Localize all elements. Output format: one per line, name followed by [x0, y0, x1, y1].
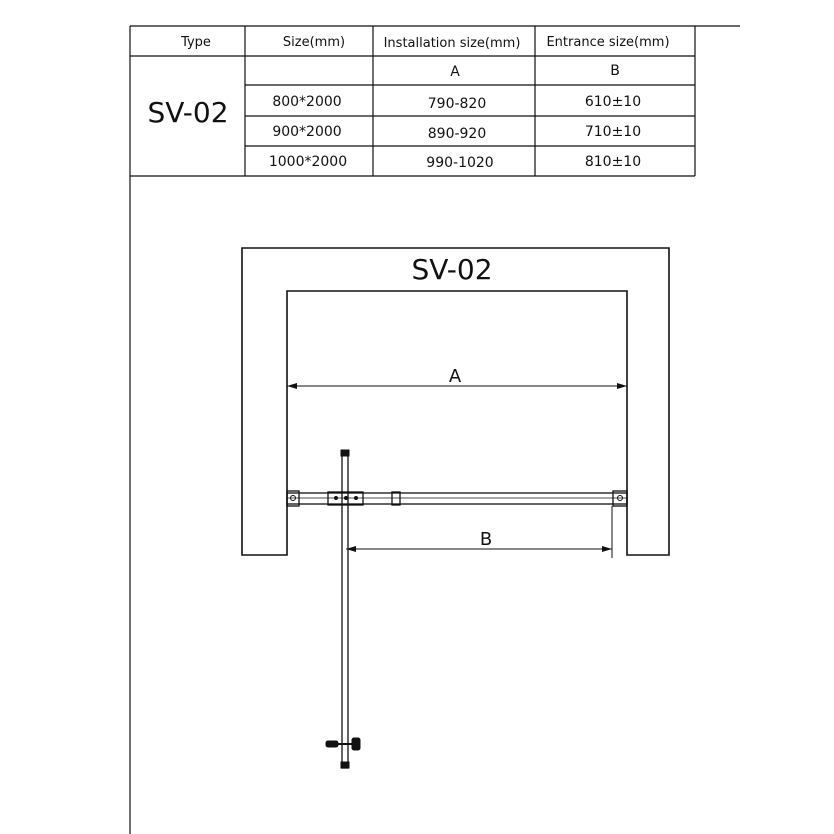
alcove-wall-outline — [242, 248, 669, 555]
drawing-title: SV-02 — [411, 253, 493, 286]
row3-installation: 990-1020 — [426, 155, 494, 171]
dimension-b-label: B — [479, 529, 493, 550]
row1-size: 800*2000 — [272, 94, 342, 110]
row1-installation: 790-820 — [427, 96, 487, 112]
dimension-a-label: A — [448, 366, 462, 387]
row2-entrance: 710±10 — [584, 124, 642, 140]
roller-screw-1 — [335, 497, 338, 500]
rail-body — [287, 493, 627, 504]
dimension-b-arrow-right — [602, 546, 612, 552]
door-stopper — [392, 492, 400, 505]
header-entrance-size: Entrance size(mm) — [546, 35, 670, 50]
subheader-b: B — [610, 63, 620, 79]
header-type: Type — [181, 35, 211, 50]
subheader-a: A — [450, 64, 460, 80]
roller-screw-2 — [345, 497, 348, 500]
door-top-cap — [341, 450, 349, 456]
row2-size: 900*2000 — [272, 124, 342, 140]
roller-screw-3 — [355, 497, 358, 500]
wall-outline — [242, 248, 669, 555]
sliding-rail — [287, 491, 627, 558]
header-size: Size(mm) — [282, 35, 346, 50]
row3-size: 1000*2000 — [268, 154, 348, 170]
dimension-a-arrow-left — [287, 383, 297, 389]
door-bottom-cap — [341, 762, 349, 768]
door-handle — [326, 738, 360, 750]
spec-table — [130, 26, 740, 834]
header-installation-size: Installation size(mm) — [383, 36, 521, 51]
row2-installation: 890-920 — [427, 126, 487, 142]
door-glass-panel — [342, 454, 348, 768]
row3-entrance: 810±10 — [584, 154, 642, 170]
row1-entrance: 610±10 — [584, 94, 642, 110]
dimension-a-arrow-right — [617, 383, 627, 389]
model-type-label: SV-02 — [147, 96, 229, 129]
